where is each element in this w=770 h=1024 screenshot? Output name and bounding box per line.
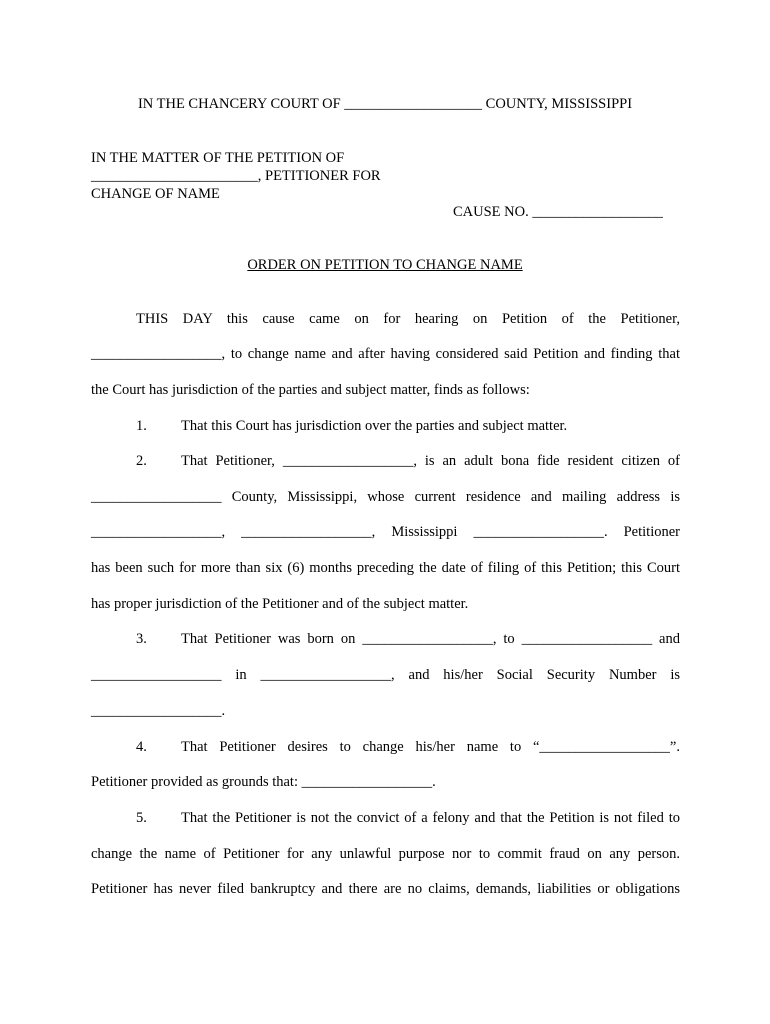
- item-5-line-2: change the name of Petitioner for any unlawful purpose nor to commit fraud on any person.: [91, 846, 680, 862]
- item-3-line-2: __________________ in __________________, and his/her Social Security Number is: [91, 667, 680, 683]
- item-5-line-1: That the Petitioner is not the convict of a felony and that the Petition is not filed to: [181, 810, 680, 826]
- item-1-line-1: That this Court has jurisdiction over the parties and subject matter.: [181, 418, 568, 434]
- item-5-line-3: Petitioner has never filed bankruptcy and there are no claims, demands, liabilities or obligations: [91, 881, 680, 897]
- item-3-line-1: That Petitioner was born on __________________, to __________________ and: [181, 631, 680, 647]
- intro-line-2: __________________, to change name and after having considered said Petition and finding that: [91, 346, 680, 362]
- item-4-line-1: That Petitioner desires to change his/her name to “__________________”.: [181, 739, 680, 755]
- court-heading: IN THE CHANCERY COURT OF ___________________ COUNTY, MISSISSIPPI: [137, 96, 633, 112]
- intro-line-3: the Court has jurisdiction of the parties and subject matter, finds as follows:: [91, 382, 530, 398]
- item-5-number: 5.: [136, 810, 147, 826]
- item-2-line-5: has proper jurisdiction of the Petitioner and of the subject matter.: [91, 596, 469, 612]
- intro-line-1: THIS DAY this cause came on for hearing on Petition of the Petitioner,: [136, 311, 680, 327]
- item-2-line-4: has been such for more than six (6) months preceding the date of filing of this Petition; this Court: [91, 560, 680, 576]
- item-2-line-2: __________________ County, Mississippi, whose current residence and mailing address is: [91, 489, 680, 505]
- cause-number: CAUSE NO. __________________: [453, 204, 663, 220]
- caption-line-1: IN THE MATTER OF THE PETITION OF: [91, 150, 345, 166]
- item-4-number: 4.: [136, 739, 147, 755]
- caption-line-2: _______________________, PETITIONER FOR: [91, 168, 381, 184]
- item-3-line-3: __________________.: [91, 703, 226, 719]
- item-2-line-3: __________________, __________________, Mississippi __________________. Petitioner: [91, 524, 680, 540]
- caption-line-3: CHANGE OF NAME: [91, 186, 220, 202]
- item-3-number: 3.: [136, 631, 147, 647]
- item-2-number: 2.: [136, 453, 147, 469]
- item-1-number: 1.: [136, 418, 147, 434]
- document-title: ORDER ON PETITION TO CHANGE NAME: [247, 257, 523, 273]
- item-2-line-1: That Petitioner, __________________, is an adult bona fide resident citizen of: [181, 453, 680, 469]
- item-4-line-2: Petitioner provided as grounds that: __________________.: [91, 774, 436, 790]
